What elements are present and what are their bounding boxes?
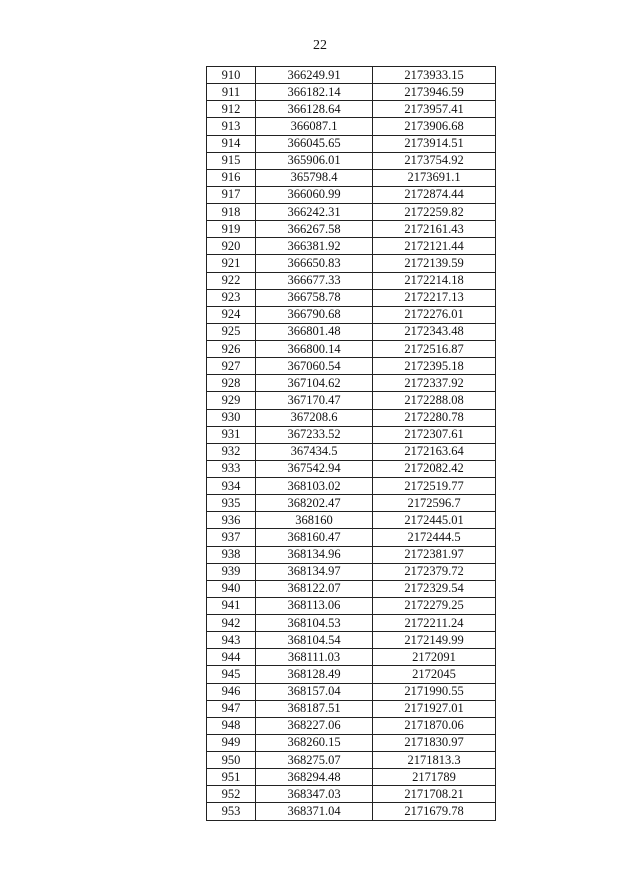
table-row [207, 529, 496, 546]
y-coordinate-cell: 2173691.1 [373, 169, 496, 186]
x-coordinate-cell: 366087.1 [256, 118, 373, 135]
point-number-cell: 925 [207, 323, 256, 340]
y-coordinate-cell: 2171830.97 [373, 734, 496, 751]
x-coordinate-cell: 368260.15 [256, 734, 373, 751]
table-row [207, 221, 496, 238]
point-number-cell: 913 [207, 118, 256, 135]
point-number-cell: 937 [207, 529, 256, 546]
table-row [207, 649, 496, 666]
y-coordinate-cell: 2172091 [373, 649, 496, 666]
y-coordinate-cell: 2172516.87 [373, 341, 496, 358]
point-number-cell: 922 [207, 272, 256, 289]
table-row [207, 717, 496, 734]
y-coordinate-cell: 2171990.55 [373, 683, 496, 700]
y-coordinate-cell: 2172045 [373, 666, 496, 683]
point-number-cell: 952 [207, 786, 256, 803]
table-row [207, 426, 496, 443]
table-row [207, 683, 496, 700]
point-number-cell: 912 [207, 101, 256, 118]
x-coordinate-cell: 368160.47 [256, 529, 373, 546]
x-coordinate-cell: 368128.49 [256, 666, 373, 683]
y-coordinate-cell: 2172214.18 [373, 272, 496, 289]
point-number-cell: 946 [207, 683, 256, 700]
x-coordinate-cell: 366677.33 [256, 272, 373, 289]
y-coordinate-cell: 2172445.01 [373, 512, 496, 529]
table-row [207, 135, 496, 152]
table-row [207, 580, 496, 597]
table-row [207, 443, 496, 460]
point-number-cell: 949 [207, 734, 256, 751]
point-number-cell: 941 [207, 597, 256, 614]
point-number-cell: 950 [207, 752, 256, 769]
x-coordinate-cell: 368122.07 [256, 580, 373, 597]
point-number-cell: 930 [207, 409, 256, 426]
point-number-cell: 915 [207, 152, 256, 169]
x-coordinate-cell: 368103.02 [256, 478, 373, 495]
y-coordinate-cell: 2172279.25 [373, 597, 496, 614]
y-coordinate-cell: 2173933.15 [373, 67, 496, 84]
x-coordinate-cell: 366790.68 [256, 306, 373, 323]
table-row [207, 84, 496, 101]
point-number-cell: 951 [207, 769, 256, 786]
y-coordinate-cell: 2173946.59 [373, 84, 496, 101]
y-coordinate-cell: 2172307.61 [373, 426, 496, 443]
page-number: 22 [313, 38, 327, 53]
point-number-cell: 920 [207, 238, 256, 255]
y-coordinate-cell: 2172280.78 [373, 409, 496, 426]
x-coordinate-cell: 366242.31 [256, 204, 373, 221]
x-coordinate-cell: 368157.04 [256, 683, 373, 700]
table-row [207, 358, 496, 375]
point-number-cell: 914 [207, 135, 256, 152]
point-number-cell: 931 [207, 426, 256, 443]
point-number-cell: 933 [207, 460, 256, 477]
y-coordinate-cell: 2172276.01 [373, 306, 496, 323]
table-row [207, 375, 496, 392]
x-coordinate-cell: 368371.04 [256, 803, 373, 820]
y-coordinate-cell: 2171870.06 [373, 717, 496, 734]
coordinates-table-body [207, 67, 496, 821]
x-coordinate-cell: 368104.54 [256, 632, 373, 649]
table-row [207, 152, 496, 169]
table-row [207, 632, 496, 649]
table-row [207, 769, 496, 786]
y-coordinate-cell: 2172444.5 [373, 529, 496, 546]
table-row [207, 460, 496, 477]
y-coordinate-cell: 2172139.59 [373, 255, 496, 272]
y-coordinate-cell: 2173957.41 [373, 101, 496, 118]
point-number-cell: 926 [207, 341, 256, 358]
x-coordinate-cell: 367104.62 [256, 375, 373, 392]
x-coordinate-cell: 366249.91 [256, 67, 373, 84]
point-number-cell: 934 [207, 478, 256, 495]
y-coordinate-cell: 2171679.78 [373, 803, 496, 820]
x-coordinate-cell: 367434.5 [256, 443, 373, 460]
y-coordinate-cell: 2171708.21 [373, 786, 496, 803]
point-number-cell: 942 [207, 615, 256, 632]
y-coordinate-cell: 2172121.44 [373, 238, 496, 255]
point-number-cell: 916 [207, 169, 256, 186]
table-row [207, 306, 496, 323]
x-coordinate-cell: 367170.47 [256, 392, 373, 409]
x-coordinate-cell: 368111.03 [256, 649, 373, 666]
y-coordinate-cell: 2171927.01 [373, 700, 496, 717]
y-coordinate-cell: 2172874.44 [373, 186, 496, 203]
table-row [207, 478, 496, 495]
x-coordinate-cell: 366650.83 [256, 255, 373, 272]
point-number-cell: 935 [207, 495, 256, 512]
x-coordinate-cell: 368160 [256, 512, 373, 529]
table-row [207, 341, 496, 358]
table-row [207, 409, 496, 426]
y-coordinate-cell: 2172343.48 [373, 323, 496, 340]
point-number-cell: 936 [207, 512, 256, 529]
table-row [207, 118, 496, 135]
x-coordinate-cell: 368187.51 [256, 700, 373, 717]
point-number-cell: 919 [207, 221, 256, 238]
x-coordinate-cell: 368202.47 [256, 495, 373, 512]
x-coordinate-cell: 367542.94 [256, 460, 373, 477]
point-number-cell: 948 [207, 717, 256, 734]
table-row [207, 392, 496, 409]
table-row [207, 101, 496, 118]
y-coordinate-cell: 2172596.7 [373, 495, 496, 512]
table-row [207, 204, 496, 221]
point-number-cell: 927 [207, 358, 256, 375]
y-coordinate-cell: 2172259.82 [373, 204, 496, 221]
x-coordinate-cell: 368134.97 [256, 563, 373, 580]
y-coordinate-cell: 2172149.99 [373, 632, 496, 649]
table-row [207, 67, 496, 84]
point-number-cell: 918 [207, 204, 256, 221]
x-coordinate-cell: 365906.01 [256, 152, 373, 169]
table-row [207, 786, 496, 803]
point-number-cell: 943 [207, 632, 256, 649]
x-coordinate-cell: 366758.78 [256, 289, 373, 306]
table-row [207, 495, 496, 512]
point-number-cell: 929 [207, 392, 256, 409]
y-coordinate-cell: 2172161.43 [373, 221, 496, 238]
point-number-cell: 944 [207, 649, 256, 666]
point-number-cell: 924 [207, 306, 256, 323]
x-coordinate-cell: 368227.06 [256, 717, 373, 734]
y-coordinate-cell: 2172217.13 [373, 289, 496, 306]
x-coordinate-cell: 368294.48 [256, 769, 373, 786]
x-coordinate-cell: 368347.03 [256, 786, 373, 803]
y-coordinate-cell: 2172329.54 [373, 580, 496, 597]
point-number-cell: 953 [207, 803, 256, 820]
point-number-cell: 910 [207, 67, 256, 84]
point-number-cell: 940 [207, 580, 256, 597]
x-coordinate-cell: 366045.65 [256, 135, 373, 152]
y-coordinate-cell: 2172082.42 [373, 460, 496, 477]
point-number-cell: 945 [207, 666, 256, 683]
y-coordinate-cell: 2173906.68 [373, 118, 496, 135]
table-row [207, 734, 496, 751]
coordinates-table [206, 66, 496, 821]
point-number-cell: 939 [207, 563, 256, 580]
x-coordinate-cell: 366801.48 [256, 323, 373, 340]
table-row [207, 615, 496, 632]
x-coordinate-cell: 366381.92 [256, 238, 373, 255]
table-row [207, 752, 496, 769]
x-coordinate-cell: 366128.64 [256, 101, 373, 118]
x-coordinate-cell: 368134.96 [256, 546, 373, 563]
x-coordinate-cell: 368104.53 [256, 615, 373, 632]
x-coordinate-cell: 366182.14 [256, 84, 373, 101]
x-coordinate-cell: 366060.99 [256, 186, 373, 203]
table-row [207, 666, 496, 683]
table-row [207, 700, 496, 717]
y-coordinate-cell: 2172163.64 [373, 443, 496, 460]
table-row [207, 597, 496, 614]
y-coordinate-cell: 2172395.18 [373, 358, 496, 375]
table-row [207, 186, 496, 203]
point-number-cell: 947 [207, 700, 256, 717]
y-coordinate-cell: 2172381.97 [373, 546, 496, 563]
y-coordinate-cell: 2172519.77 [373, 478, 496, 495]
point-number-cell: 928 [207, 375, 256, 392]
x-coordinate-cell: 366800.14 [256, 341, 373, 358]
x-coordinate-cell: 368113.06 [256, 597, 373, 614]
table-row [207, 512, 496, 529]
point-number-cell: 917 [207, 186, 256, 203]
y-coordinate-cell: 2171813.3 [373, 752, 496, 769]
table-row [207, 546, 496, 563]
x-coordinate-cell: 367208.6 [256, 409, 373, 426]
table-row [207, 272, 496, 289]
point-number-cell: 932 [207, 443, 256, 460]
y-coordinate-cell: 2172337.92 [373, 375, 496, 392]
point-number-cell: 911 [207, 84, 256, 101]
x-coordinate-cell: 367233.52 [256, 426, 373, 443]
point-number-cell: 923 [207, 289, 256, 306]
table-row [207, 289, 496, 306]
x-coordinate-cell: 367060.54 [256, 358, 373, 375]
table-row [207, 563, 496, 580]
y-coordinate-cell: 2173914.51 [373, 135, 496, 152]
y-coordinate-cell: 2172211.24 [373, 615, 496, 632]
table-row [207, 255, 496, 272]
x-coordinate-cell: 365798.4 [256, 169, 373, 186]
table-row [207, 323, 496, 340]
point-number-cell: 921 [207, 255, 256, 272]
y-coordinate-cell: 2172379.72 [373, 563, 496, 580]
x-coordinate-cell: 368275.07 [256, 752, 373, 769]
y-coordinate-cell: 2173754.92 [373, 152, 496, 169]
table-row [207, 803, 496, 820]
table-row [207, 169, 496, 186]
y-coordinate-cell: 2172288.08 [373, 392, 496, 409]
y-coordinate-cell: 2171789 [373, 769, 496, 786]
point-number-cell: 938 [207, 546, 256, 563]
table-row [207, 238, 496, 255]
x-coordinate-cell: 366267.58 [256, 221, 373, 238]
